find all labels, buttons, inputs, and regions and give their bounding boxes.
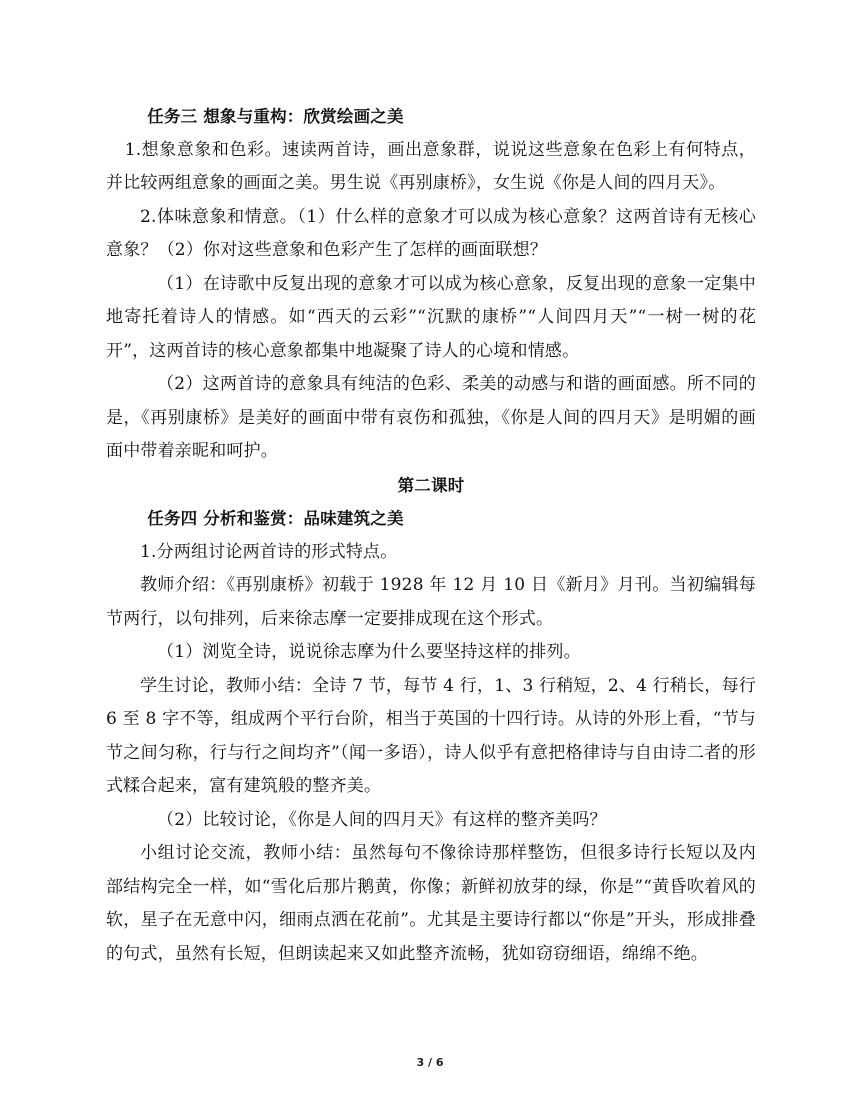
task3-heading: 任务三 想象与重构：欣赏绘画之美: [147, 107, 404, 126]
paragraph-imagery-emotion: 2.体味意象和情意。（1）什么样的意象才可以成为核心意象？这两首诗有无核心意象？（2）你对这些意象和色彩产生了怎样的画面联想？: [106, 206, 756, 260]
document-body: [106, 100, 756, 971]
paragraph-form-discussion: 1.分两组讨论两首诗的形式特点。: [140, 541, 398, 562]
paragraph-summary-1: 学生讨论，教师小结：全诗 7 节，每节 4 行，1、3 行稍短，2、4 行稍长，每行 6 至 8 字不等，组成两个平行台阶，相当于英国的十四行诗。从诗的外形上看，“节与节之间匀称，行与行之间均齐”（闻一多语），诗人似乎有意把格律诗与自由诗二者的形式糅合起来，富有建筑般的整齐美。: [106, 675, 756, 796]
task4-heading: 任务四 分析和鉴赏：品味建筑之美: [147, 509, 404, 528]
paragraph-imagery-contrast: （2）这两首诗的意象具有纯洁的色彩、柔美的动感与和谐的画面感。所不同的是，《再别康桥》是美好的画面中带有哀伤和孤独，《你是人间的四月天》是明媚的画面中带着亲昵和呵护。: [106, 374, 756, 461]
paragraph-core-imagery: （1）在诗歌中反复出现的意象才可以成为核心意象，反复出现的意象一定集中地寄托着诗人的情感。如“西天的云彩”“沉默的康桥”“人间四月天”“一树一树的花开”，这两首诗的核心意象都集中地凝聚了诗人的心境和情感。: [106, 273, 756, 361]
paragraph-question-2: （2）比较讨论，《你是人间的四月天》有这样的整齐美吗？: [157, 809, 607, 830]
paragraph-question-1: （1）浏览全诗，说说徐志摩为什么要坚持这样的排列。: [157, 642, 581, 662]
page-number: 3 / 6: [416, 1056, 444, 1069]
lesson2-heading: 第二课时: [397, 475, 465, 495]
paragraph-summary-2: 小组讨论交流，教师小结：虽然每句不像徐诗那样整饬，但很多诗行长短以及内部结构完全一样，如“雪化后那片鹅黄，你像；新鲜初放芽的绿，你是”“黄昏吹着风的软，星子在无意中闪，细雨点洒在花前”。尤其是主要诗行都以“你是”开头，形成排叠的句式，虽然有长短，但朗读起来又如此整齐流畅，犹如窃窃细语，绵绵不绝。: [106, 843, 756, 964]
paragraph-teacher-intro: 教师介绍：《再别康桥》初载于 1928 年 12 月 10 日《新月》月刊。当初编辑每节两行，以句排列，后来徐志摩一定要排成现在这个形式。: [106, 575, 756, 629]
paragraph-imagery-color: 1.想象意象和色彩。速读两首诗，画出意象群，说说这些意象在色彩上有何特点，并比较两组意象的画面之美。男生说《再别康桥》，女生说《你是人间的四月天》。: [106, 139, 756, 193]
